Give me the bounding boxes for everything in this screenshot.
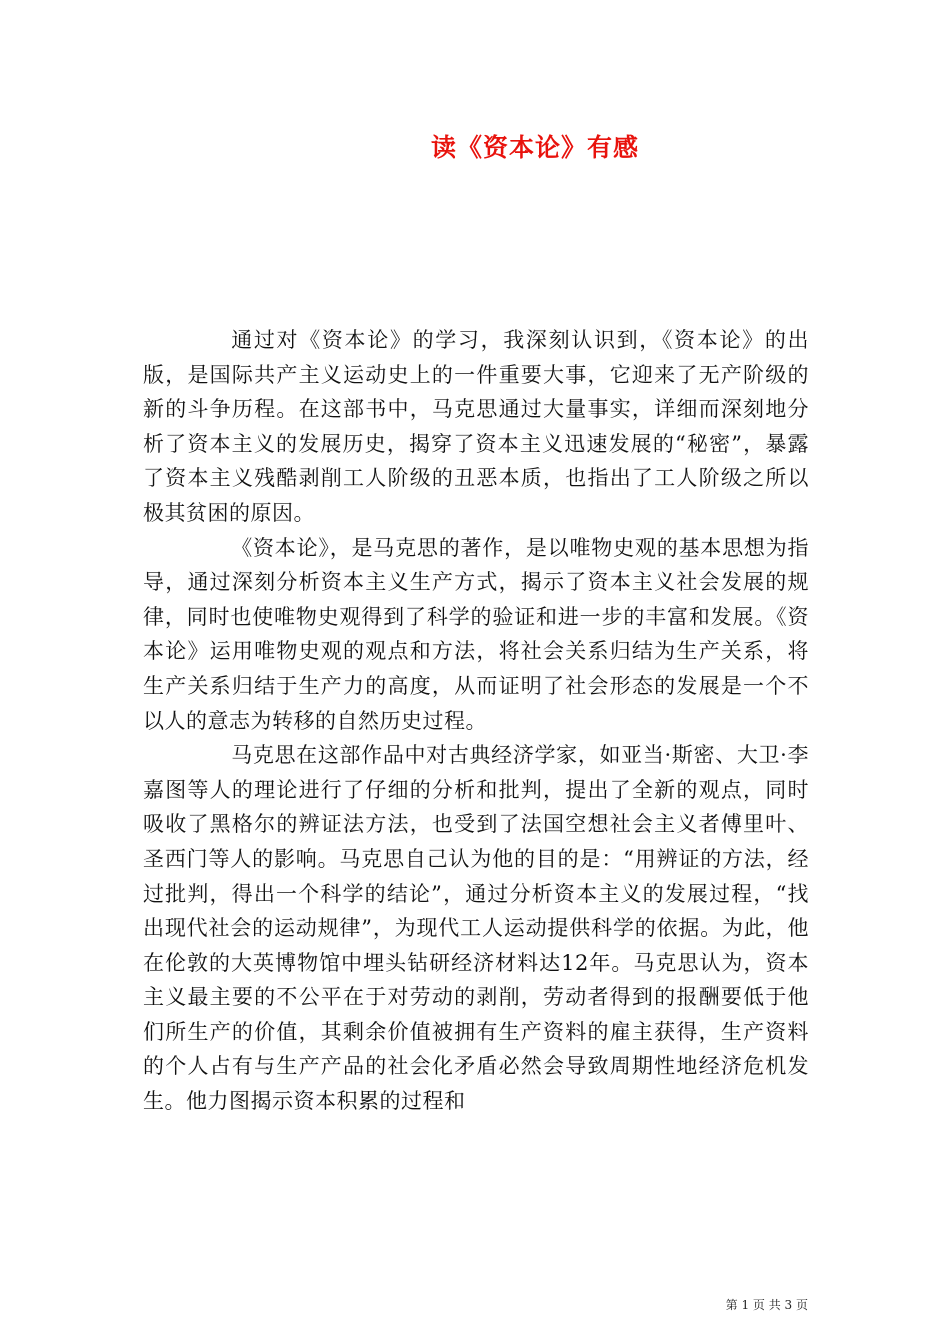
paragraph-3: 马克思在这部作品中对古典经济学家，如亚当·斯密、大卫·李嘉图等人的理论进行了仔细的分析和批判，提出了全新的观点，同时吸收了黑格尔的辨证法方法，也受到了法国空想社会主义者傅里叶、圣西门等人的影响。马克思自己认为他的目的是：“用辨证的方法，经过批判，得出一个科学的结论”，通过分析资本主义的发展过程，“找出现代社会的运动规律”，为现代工人运动提供科学的依据。为此，他在伦敦的大英博物馆中埋头钻研经济材料达12年。马克思认为，资本主义最主要的不公平在于对劳动的剥削，劳动者得到的报酬要低于他们所生产的价值，其剩余价值被拥有生产资料的雇主获得，生产资料的个人占有与生产产品的社会化矛盾必然会导致周期性地经济危机发生。他力图揭示资本积累的过程和 xyxy=(143,743,809,1114)
paragraph-1: 通过对《资本论》的学习，我深刻认识到，《资本论》的出版，是国际共产主义运动史上的一件重要大事，它迎来了无产阶级的新的斗争历程。在这部书中，马克思通过大量事实，详细而深刻地分析了资本主义的发展历史，揭穿了资本主义迅速发展的“秘密”，暴露了资本主义残酷剥削工人阶级的丑恶本质，也指出了工人阶级之所以极其贫困的原因。 xyxy=(143,328,809,525)
document-body xyxy=(143,323,809,1119)
page-number-footer: 第 1 页 共 3 页 xyxy=(725,1298,808,1312)
paragraph-2: 《资本论》，是马克思的著作，是以唯物史观的基本思想为指导，通过深刻分析资本主义生产方式，揭示了资本主义社会发展的规律，同时也使唯物史观得到了科学的验证和进一步的丰富和发展。《资本论》运用唯物史观的观点和方法，将社会关系归结为生产关系，将生产关系归结于生产力的高度，从而证明了社会形态的发展是一个不以人的意志为转移的自然历史过程。 xyxy=(143,535,809,733)
document-title: 读《资本论》有感 xyxy=(430,133,639,162)
